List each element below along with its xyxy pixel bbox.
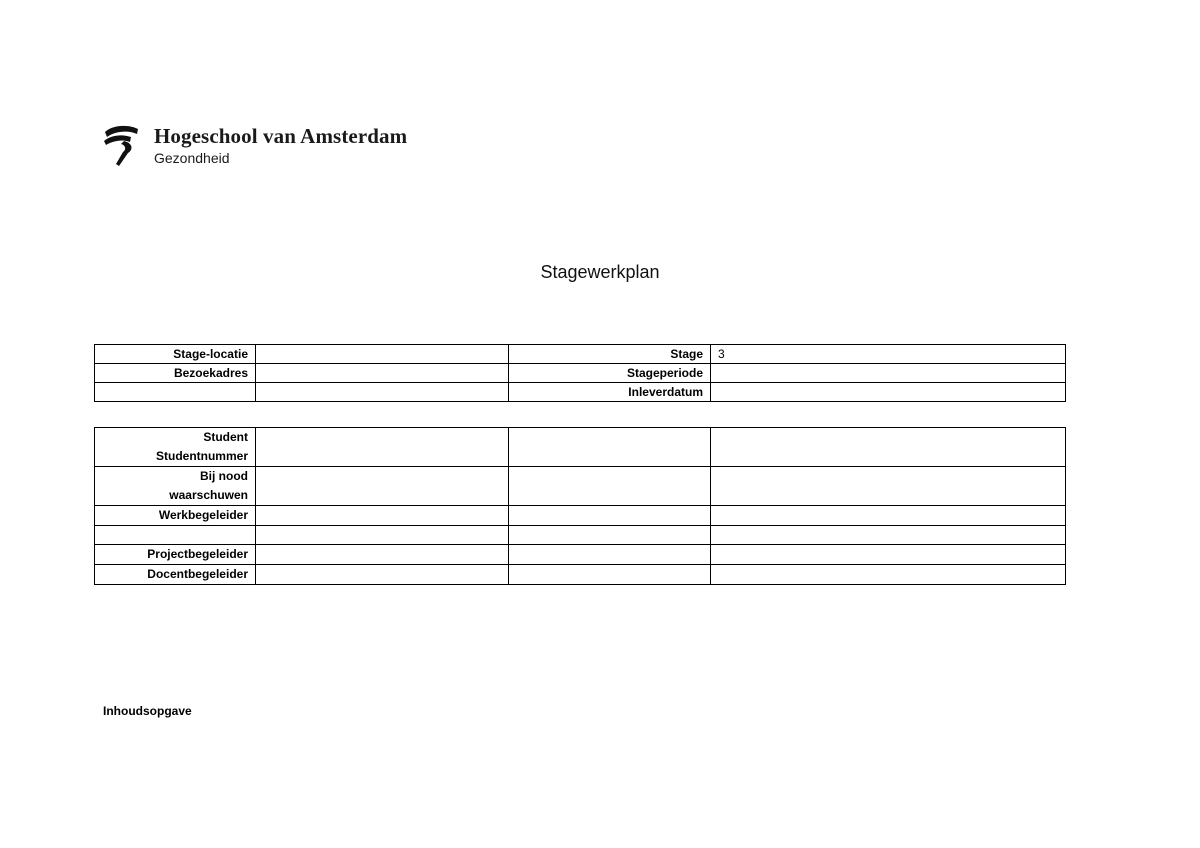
- value-cell[interactable]: 3: [711, 345, 1066, 364]
- table-row: [95, 526, 1066, 545]
- table-row: [95, 545, 1066, 565]
- value-cell[interactable]: [509, 428, 711, 467]
- value-cell[interactable]: [509, 467, 711, 506]
- label-cell: Projectbegeleider: [95, 545, 256, 565]
- label-line: Studentnummer: [155, 449, 248, 463]
- value-cell[interactable]: [256, 428, 509, 467]
- label-cell: [95, 526, 256, 545]
- value-cell[interactable]: [509, 565, 711, 585]
- value-cell[interactable]: [256, 506, 509, 526]
- value-cell[interactable]: [256, 345, 509, 364]
- value-cell[interactable]: [256, 364, 509, 383]
- label-line: Student: [203, 430, 248, 444]
- table-row: [95, 364, 1066, 383]
- value-cell[interactable]: [509, 526, 711, 545]
- value-cell[interactable]: [711, 506, 1066, 526]
- label-cell: Stage-locatie: [95, 345, 256, 364]
- value-cell[interactable]: [711, 545, 1066, 565]
- toc-heading: Inhoudsopgave: [103, 704, 192, 718]
- page-title: Stagewerkplan: [540, 262, 660, 282]
- value-cell[interactable]: [509, 545, 711, 565]
- stage-info-table: [94, 344, 1066, 402]
- value-cell[interactable]: [256, 565, 509, 585]
- table-row: [95, 383, 1066, 402]
- value-cell[interactable]: [711, 364, 1066, 383]
- value-cell[interactable]: [256, 467, 509, 506]
- table-row: [95, 428, 1066, 467]
- value-cell[interactable]: [256, 383, 509, 402]
- label-cell: Stageperiode: [509, 364, 711, 383]
- hva-emblem-icon: [102, 124, 140, 166]
- table-row: [95, 506, 1066, 526]
- institution-name: Hogeschool van Amsterdam: [154, 124, 408, 148]
- label-cell: [95, 428, 256, 467]
- label-cell: Bezoekadres: [95, 364, 256, 383]
- table-row: [95, 467, 1066, 506]
- table-row: [95, 565, 1066, 585]
- label-line: Bij nood: [200, 469, 248, 483]
- value-cell[interactable]: [256, 545, 509, 565]
- value-cell[interactable]: [711, 526, 1066, 545]
- value-cell[interactable]: [711, 467, 1066, 506]
- table-row: [95, 345, 1066, 364]
- label-cell: Inleverdatum: [509, 383, 711, 402]
- value-cell[interactable]: [509, 506, 711, 526]
- label-cell: Werkbegeleider: [95, 506, 256, 526]
- value-cell[interactable]: [256, 526, 509, 545]
- contacts-table: [94, 427, 1066, 585]
- label-cell: Docentbegeleider: [95, 565, 256, 585]
- value-cell[interactable]: [711, 383, 1066, 402]
- value-cell[interactable]: [711, 428, 1066, 467]
- label-cell: [95, 467, 256, 506]
- label-cell: Stage: [509, 345, 711, 364]
- faculty-name: Gezondheid: [154, 150, 230, 166]
- label-line: waarschuwen: [169, 488, 248, 502]
- label-cell: [95, 383, 256, 402]
- value-cell[interactable]: [711, 565, 1066, 585]
